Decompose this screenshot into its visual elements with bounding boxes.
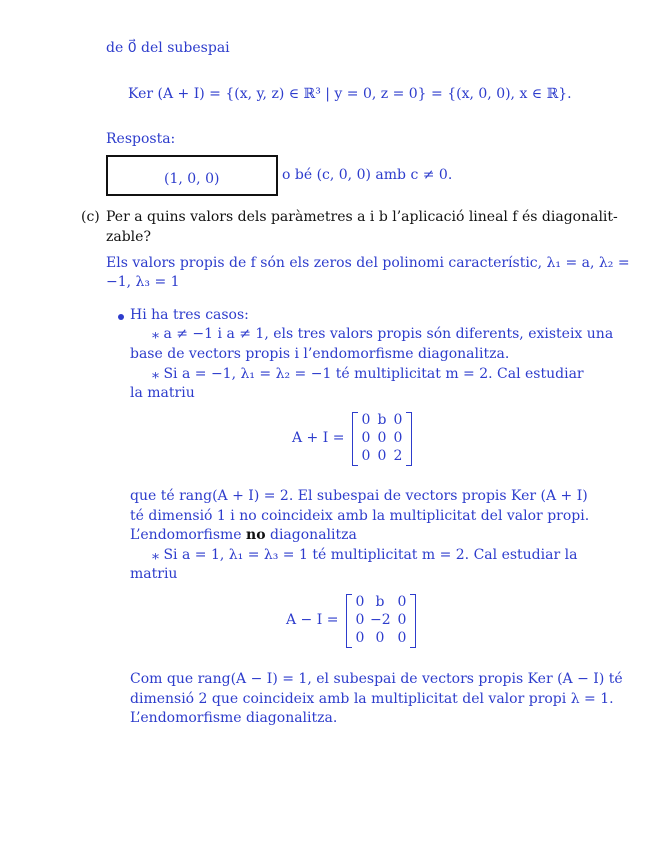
answer-box-value: (1, 0, 0) — [164, 171, 220, 187]
case1-line: base de vectors propis i l’endomorfisme diagonalitza. — [130, 346, 510, 362]
matrix-cell: 0 — [393, 430, 403, 446]
matrix-cell: 0 — [397, 630, 407, 646]
case3-line: matriu — [130, 566, 178, 582]
matrix-cell: b — [377, 412, 387, 428]
question-marker: (c) — [81, 209, 100, 225]
text-span: diagonalitza — [265, 527, 357, 543]
case2-line: ⁎ Si a = −1, λ₁ = λ₂ = −1 té multiplicitat m = 2. Cal estudiar — [152, 366, 584, 382]
answer-alternative: o bé (c, 0, 0) amb c ≠ 0. — [282, 167, 453, 183]
matrix1-lhs: A + I = — [292, 430, 345, 446]
case3-after: L’endomorfisme diagonalitza. — [130, 710, 338, 726]
case2-after: té dimensió 1 i no coincideix amb la multiplicitat del valor propi. — [130, 508, 590, 524]
text-span: L’endomorfisme — [130, 527, 247, 543]
case2-line: la matriu — [130, 385, 195, 401]
bold-no: no — [246, 527, 266, 543]
case3-after: dimensió 2 que coincideix amb la multiplicitat del valor propi λ = 1. — [130, 691, 614, 707]
matrix-cell: 0 — [377, 430, 387, 446]
eigen-line: Els valors propis de f són els zeros del polinomi característic, λ₁ = a, λ₂ = — [106, 255, 630, 271]
answer-label: Resposta: — [106, 131, 176, 147]
case3-after: Com que rang(A − I) = 1, el subespai de vectors propis Ker (A − I) té — [130, 671, 623, 687]
matrix-cell: 0 — [361, 448, 371, 464]
matrix-cell: 0 — [397, 612, 407, 628]
matrix-cell: 0 — [397, 594, 407, 610]
case1-line: ⁎ a ≠ −1 i a ≠ 1, els tres valors propis són diferents, existeix una — [152, 326, 614, 342]
matrix-cell: b — [375, 594, 385, 610]
matrix-cell: 0 — [361, 412, 371, 428]
matrix-cell: 0 — [375, 630, 385, 646]
eigen-line: −1, λ₃ = 1 — [106, 274, 180, 290]
case2-after — [130, 527, 357, 543]
matrix-cell: 2 — [393, 448, 403, 464]
case3-line: ⁎ Si a = 1, λ₁ = λ₃ = 1 té multiplicitat m = 2. Cal estudiar la — [152, 547, 578, 563]
cases-intro: Hi ha tres casos: — [130, 307, 249, 323]
matrix-a-minus-i — [346, 594, 416, 648]
matrix-cell: 0 — [393, 412, 403, 428]
bullet-icon — [118, 314, 124, 320]
matrix2-lhs: A − I = — [286, 612, 339, 628]
question-line: zable? — [106, 229, 151, 245]
matrix-a-plus-i — [352, 412, 412, 466]
ker-equation: Ker (A + I) = {(x, y, z) ∈ ℝ³ | y = 0, z = 0} = {(x, 0, 0), x ∈ ℝ}. — [128, 86, 572, 102]
case2-after: que té rang(A + I) = 2. El subespai de vectors propis Ker (A + I) — [130, 488, 588, 504]
matrix-cell: 0 — [355, 594, 365, 610]
matrix-cell: 0 — [355, 630, 365, 646]
matrix-cell: −2 — [370, 612, 391, 628]
matrix-cell: 0 — [355, 612, 365, 628]
text-line: de 0⃗ del subespai — [106, 40, 230, 56]
matrix-cell: 0 — [361, 430, 371, 446]
question-line: Per a quins valors dels paràmetres a i b l’aplicació lineal f és diagonalit- — [106, 209, 618, 225]
matrix-cell: 0 — [377, 448, 387, 464]
